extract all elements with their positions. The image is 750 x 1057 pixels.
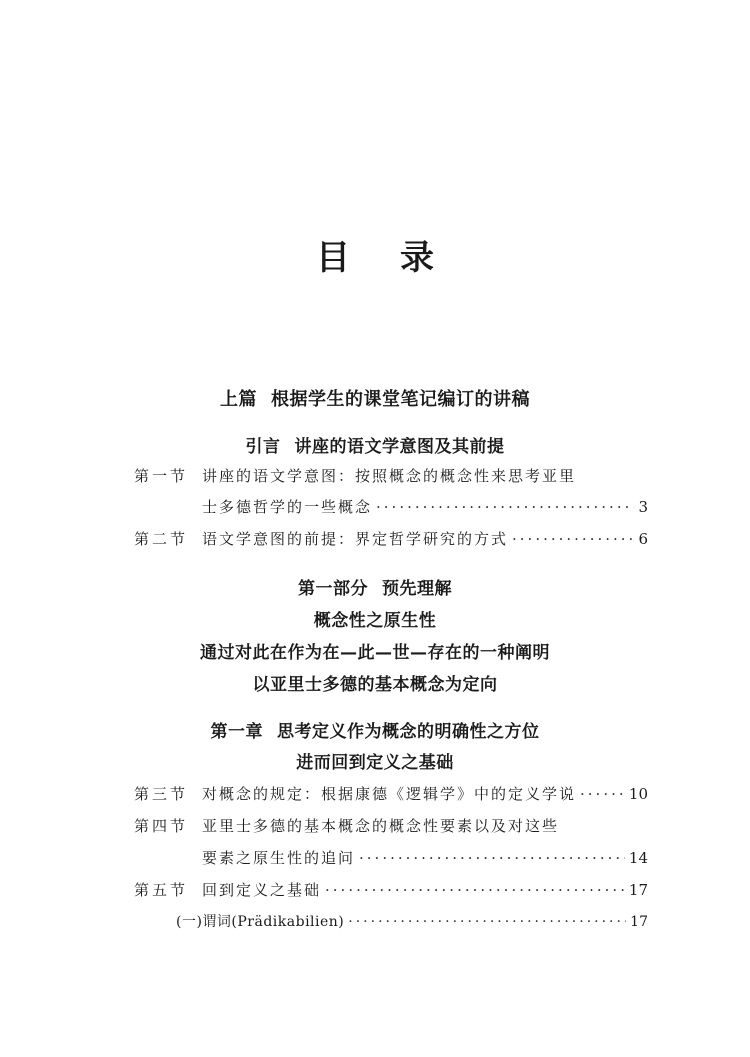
toc-entry-section-1[interactable]: [134, 463, 648, 489]
part-one-subtitle-3: 以亚里士多德的基本概念为定向: [252, 675, 498, 695]
page-number: 3: [638, 498, 648, 516]
leader-dots: [376, 494, 634, 520]
section-title-cont: 士多德哲学的一些概念: [202, 498, 373, 516]
subsection-title: (一)谓词(Prädikabilien): [176, 914, 345, 930]
page-number: 17: [628, 881, 648, 899]
chapter-one-label: 第一章: [210, 722, 263, 742]
part-upper-label: 上篇: [220, 389, 257, 410]
part-one-subtitle-2: 通过对此在作为在—此—世—存在的一种阐明: [200, 643, 550, 663]
part-upper-title: 根据学生的课堂笔记编订的讲稿: [271, 389, 530, 410]
section-label: 第一节: [134, 467, 189, 485]
leader-dots: [348, 909, 626, 935]
part-one-heading: [0, 574, 750, 599]
leader-dots: [359, 845, 625, 871]
intro-title: 讲座的语文学意图及其前提: [294, 437, 505, 457]
toc-entry-section-3[interactable]: [134, 781, 648, 807]
leader-dots: [512, 526, 634, 552]
chapter-one-title: 思考定义作为概念的明确性之方位: [277, 722, 540, 742]
leader-dots: [580, 781, 625, 807]
toc-entry-subsection-1[interactable]: [176, 909, 648, 935]
page-number: 17: [630, 914, 648, 930]
title-char-right: 录: [400, 238, 434, 278]
section-title-cont: 要素之原生性的追问: [202, 849, 356, 867]
page-number: 6: [638, 530, 648, 548]
intro-heading: [0, 432, 750, 457]
section-title: 讲座的语文学意图：按照概念的概念性来思考亚里: [202, 467, 577, 485]
toc-entry-section-4[interactable]: [134, 813, 648, 839]
chapter-one-heading: [0, 717, 750, 742]
toc-entry-section-1-cont[interactable]: [134, 494, 648, 520]
section-label: 第四节: [134, 817, 189, 835]
page-number: 14: [628, 849, 648, 867]
toc-entry-section-5[interactable]: [134, 877, 648, 903]
toc-entry-section-2[interactable]: [134, 526, 648, 552]
section-title: 亚里士多德的基本概念的概念性要素以及对这些: [202, 817, 560, 835]
section-label: 第三节: [134, 785, 189, 803]
chapter-one-subtitle: 进而回到定义之基础: [296, 753, 454, 773]
title-char-left: 目: [316, 238, 350, 278]
leader-dots: [325, 877, 625, 903]
section-title: 对概念的规定：根据康德《逻辑学》中的定义学说: [202, 785, 577, 803]
part-upper-heading: [0, 385, 750, 411]
section-label: 第二节: [134, 530, 189, 548]
page-title: [0, 230, 750, 279]
section-title: 语文学意图的前提：界定哲学研究的方式: [202, 530, 509, 548]
page-number: 10: [628, 785, 648, 803]
toc-entry-section-4-cont[interactable]: [134, 845, 648, 871]
part-one-subtitle-1: 概念性之原生性: [313, 611, 437, 631]
part-one-label: 第一部分: [298, 579, 368, 599]
section-title: 回到定义之基础: [202, 881, 322, 899]
intro-label: 引言: [245, 437, 281, 457]
part-one-title: 预先理解: [382, 579, 452, 599]
section-label: 第五节: [134, 881, 189, 899]
